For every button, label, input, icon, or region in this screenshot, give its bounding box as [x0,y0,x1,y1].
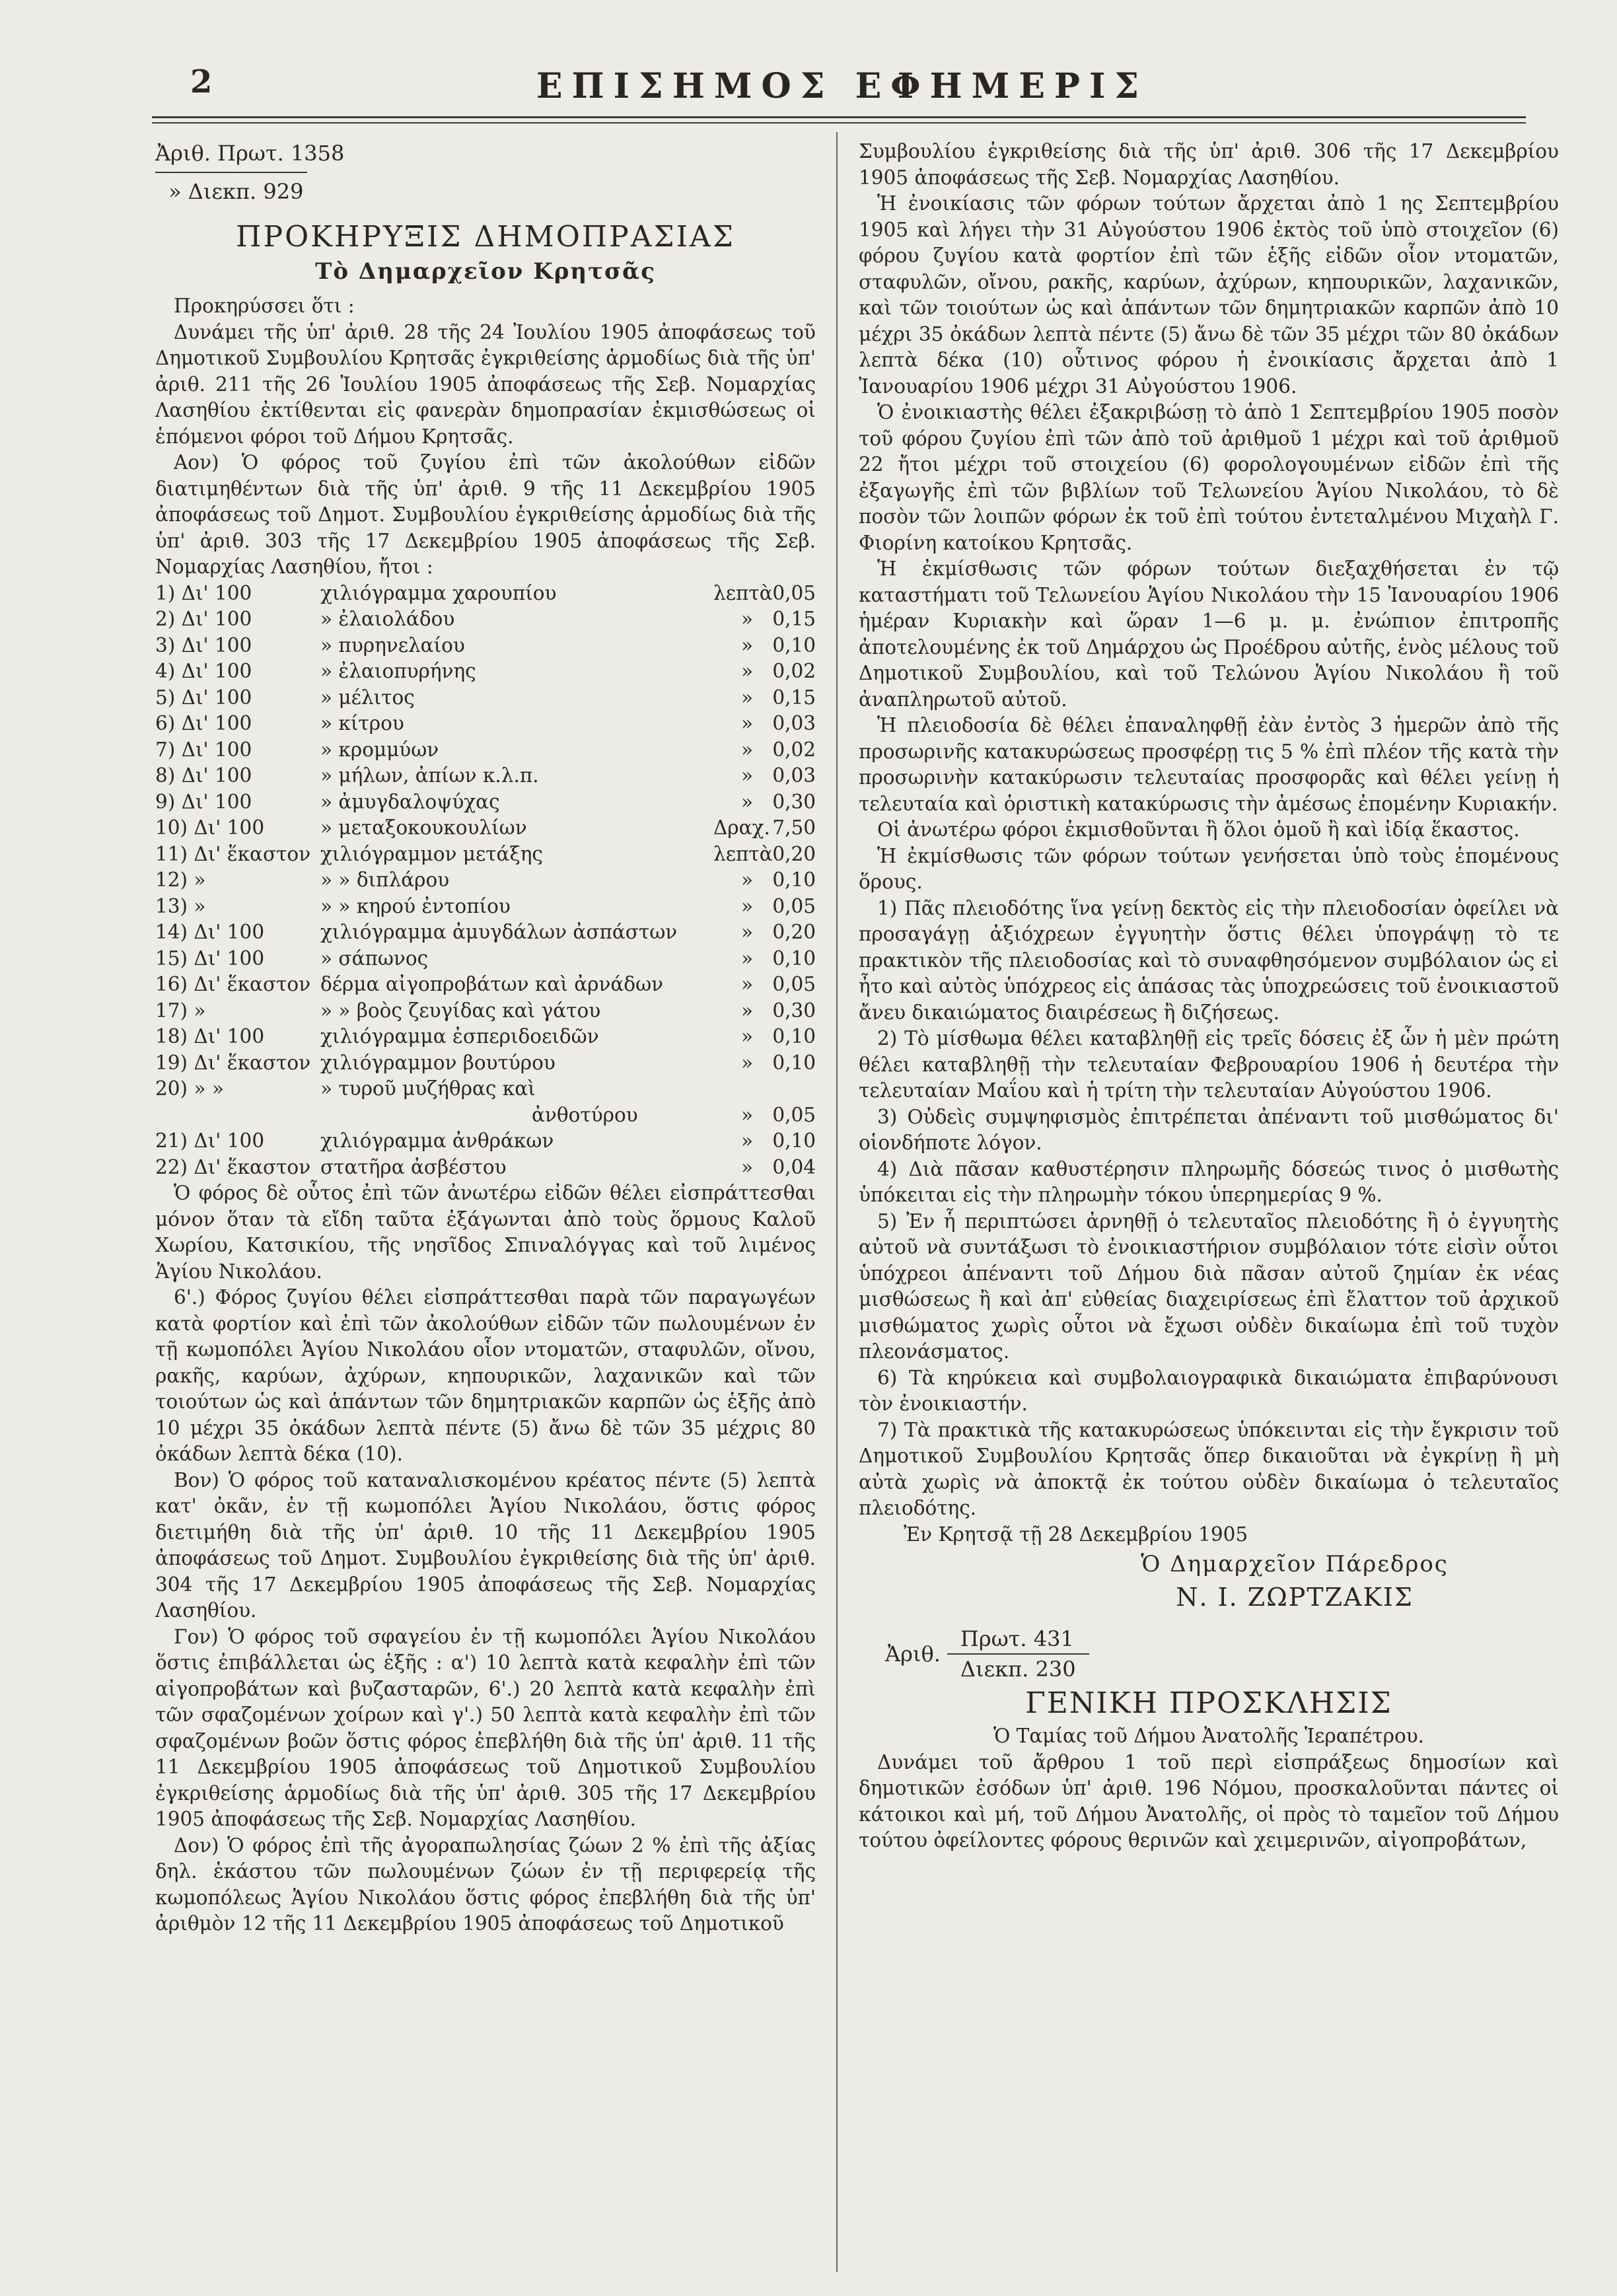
paragraph: Ἡ ἐκμίσθωσις τῶν φόρων τούτων γενήσεται ὑπὸ τοὺς ἑπομένους ὅρους. [859,844,1559,893]
row-item: χιλιόγραμμα ἀμυγδάλων ἀσπάστων [320,921,678,943]
table-row [155,919,816,946]
row-item: δέρμα αἰγοπροβάτων καὶ ἀρνάδων [320,973,664,995]
term-1: 1) Πᾶς πλειοδότης ἵνα γείνῃ δεκτὸς εἰς τὴν πλειοδοσίαν ὀφείλει νὰ προσαγάγῃ ἀξιόχρεων ἐγγυητὴν ὅστις θέλει ὑπογράψῃ τὸ τε πρακτικὸν τῆς πλειοδοσίας καὶ τὸ συναφθησόμενον συμβόλαιον ὡς εἰ ἦτο καὶ αὐτὸς ὑπόχρεος εἰς ἁπάσας τὰς ὑποχρεώσεις τοῦ ἐνοικιαστοῦ ἄνευ δικαιώματος διαιρέσεως ἢ διζήσεως. [859,896,1559,1024]
row-number: 8) Δι' 100 [155,764,252,787]
row-value: 0,30 [772,999,816,1022]
ref-protocol: Ἀριθ. Πρωτ. 1358 [155,141,345,166]
row-item: » ἐλαιολάδου [320,608,455,630]
table-row [155,581,816,607]
notice-title: ΠΡΟΚΗΡΥΞΙΣ ΔΗΜΟΠΡΑΣΙΑΣ [236,220,735,254]
row-number: 22) Δι' ἕκαστον [155,1155,311,1178]
row-unit: » [740,660,753,682]
row-unit: » [740,894,753,917]
row-unit: » [740,633,753,657]
ref-fraction [947,1624,1089,1684]
row-value: 0,04 [772,1155,816,1178]
row-item: χιλιόγραμμα ἐσπεριδοειδῶν [320,1025,599,1048]
row-number: 1) Δι' 100 [155,581,252,604]
row-value: 0,10 [772,869,816,891]
term-4: 4) Διὰ πᾶσαν καθυστέρησιν πληρωμῆς δόσεώς τινος ὁ μισθωτὴς ὑπόκειται εἰς τὴν πληρωμὴν τόκου ὑπερημερίας 9 %. [859,1157,1559,1206]
row-unit: » [740,764,753,787]
table-row [155,633,816,659]
row-item: » » βοὸς ζευγίδας καὶ γάτου [320,999,601,1022]
row-item: ἀνθοτύρου [532,1103,638,1126]
table-row [155,1076,816,1102]
row-value: 0,05 [772,1103,816,1126]
table-row [155,685,816,711]
row-item: » ἐλαιοπυρήνης [320,660,476,682]
table-row [155,606,816,633]
row-number: 14) Δι' 100 [155,921,265,943]
row-unit: » [740,869,753,891]
row-number: 6) Δι' 100 [155,712,252,735]
row-unit: » [740,608,753,630]
row-number: 7) Δι' 100 [155,738,252,761]
row-value: 0,02 [772,738,816,761]
row-value: 0,20 [772,842,816,865]
spacer [859,1614,1559,1624]
table-row [155,1050,816,1077]
row-item: στατῆρα ἀσβέστου [320,1155,507,1178]
row-item: » σάπωνος [320,947,429,970]
row-value: 0,05 [772,894,816,917]
row-unit: » [740,1051,753,1074]
row-unit: λεπτὰ [713,581,773,604]
row-unit: » [740,973,753,995]
row-unit: » [740,1103,753,1126]
paragraph: Συμβουλίου ἐγκριθείσης διὰ τῆς ὑπ' ἀριθ. 306 τῆς 17 Δεκεμβρίου 1905 ἀποφάσεως τῆς Σεβ. Νομαρχίας Λασηθίου. [859,140,1559,189]
table-row [155,815,816,842]
notice-subtitle: Τὸ Δημαρχεῖον Κρητσᾶς [315,258,656,285]
table-row [155,972,816,998]
row-unit: » [740,712,753,735]
ref-block [859,1624,1559,1684]
paragraph: Οἱ ἀνωτέρω φόροι ἐκμισθοῦνται ἢ ὅλοι ὁμοῦ ἢ καὶ ἰδίᾳ ἕκαστος. [877,818,1520,841]
table-row [155,1102,816,1129]
ref-dispatch: Διεκπ. 230 [960,1657,1076,1682]
row-number: 18) Δι' 100 [155,1025,265,1048]
row-number: 16) Δι' ἕκαστον [155,973,311,995]
table-row [155,737,816,764]
row-unit: » [740,999,753,1022]
paragraph: Ἡ ἐνοικίασις τῶν φόρων τούτων ἄρχεται ἀπὸ 1 ης Σεπτεμβρίου 1905 καὶ λήγει τὴν 31 Αὐγούστου 1906 ἐκτὸς τοῦ ὑπὸ στοιχεῖον (6) φόρου ζυγίου κατὰ φορτίον ἐπὶ τῶν ἑξῆς εἰδῶν οἷον ντοματῶν, σταφυλῶν, οἴνου, ρακῆς, καρύων, ἀχύρων, κηπουρικῶν, λαχανικῶν, καὶ τῶν τοιούτων ὡς καὶ ἁπάντων τῶν δημητριακῶν καρπῶν ἀπὸ 10 μέχρι 35 ὀκάδων λεπτὰ πέντε (5) ἄνω δὲ τῶν 35 μέχρι τῶν 80 ὀκάδων λεπτὰ δέκα (10) οὗτινος φόρου ἡ ἐνοικίασις ἄρχεται ἀπὸ 1 Ἰανουαρίου 1906 μέχρι 31 Αὐγούστου 1906. [859,192,1559,398]
right-column [859,139,1559,1854]
row-number: 2) Δι' 100 [155,608,252,630]
tax-table [155,581,816,1181]
notice-title: ΓΕΝΙΚΗ ΠΡΟΣΚΛΗΣΙΣ [1025,1686,1392,1720]
left-column [155,139,816,1937]
term-7: 7) Τὰ πρακτικὰ τῆς κατακυρώσεως ὑπόκεινται εἰς τὴν ἔγκρισιν τοῦ Δημοτικοῦ Συμβουλίου Κρητσᾶς ὅπερ δικαιοῦται νὰ ἐγκρίνῃ ἢ μὴ αὐτὰ χωρὶς νὰ ἀποκτᾷ ἐκ τούτου οὐδὲν δικαίωμα ὁ τελευταῖος πλειοδότης. [859,1418,1559,1519]
row-value: 0,20 [772,921,816,943]
row-unit: » [740,947,753,970]
row-item: χιλιόγραμμα χαρουπίου [320,581,557,604]
notice-intro: Προκηρύσσει ὅτι : [174,295,355,317]
row-value: 0,30 [772,790,816,813]
ref-label: Ἀριθ. [885,1641,941,1667]
row-number: 3) Δι' 100 [155,633,252,657]
row-number: 19) Δι' ἕκαστον [155,1051,311,1074]
paragraph: Γον) Ὁ φόρος τοῦ σφαγείου ἐν τῇ κωμοπόλει Ἁγίου Νικολάου ὅστις ἐπιβάλλεται ὡς ἑξῆς : α') 10 λεπτὰ κατὰ κεφαλὴν ἐπὶ τῶν αἰγοπροβάτων καὶ βυζασταρῶν, 6'.) 20 λεπτὰ κατὰ κεφαλὴν ἐπὶ τῶν σφαζομένων χοίρων καὶ γ'.) 50 λεπτὰ κατὰ κεφαλὴν ἐπὶ τῶν σφαζομένων βοῶν ὅστις φόρος ἐπεβλήθη διὰ τῆς ὑπ' ἀριθ. 11 τῆς 11 Δεκεμβρίου 1905 ἀποφάσεως τοῦ Δημοτικοῦ Συμβουλίου ἐγκριθείσης ἁρμοδίως διὰ τῆς ὑπ' ἀριθ. 305 τῆς 17 Δεκεμβρίου 1905 ἀποφάσεως τῆς Σεβ. Νομαρχίας Λασηθίου. [155,1625,816,1830]
table-row [155,998,816,1024]
page-header [132,52,1552,111]
table-row [155,946,816,972]
row-item: » μεταξοκουκουλίων [320,816,527,839]
paragraph: Ὁ ἐνοικιαστὴς θέλει ἐξακριβώσῃ τὸ ἀπὸ 1 Σεπτεμβρίου 1905 ποσὸν τοῦ φόρου ζυγίου ἐπὶ τῶν ἀπὸ τοῦ ἀριθμοῦ 1 μέχρι καὶ τοῦ ἀριθμοῦ 22 ἤτοι μέχρι τοῦ στοιχείου (6) φορολογουμένων εἰδῶν ἐπὶ τῆς ἐξαγωγῆς ἐπὶ τῶν βιβλίων τοῦ Τελωνείου Ἁγίου Νικολάου, τὸ δὲ ποσὸν τῶν λοιπῶν φόρων ἐκ τοῦ ἐπὶ τούτου ἐντεταλμένου Μιχαὴλ Γ. Φιορίνη κατοίκου Κρητσᾶς. [859,401,1559,554]
term-5: 5) Ἐν ἧ περιπτώσει ἀρνηθῇ ὁ τελευταῖος πλειοδότης ἢ ὁ ἐγγυητὴς αὐτοῦ νὰ συντάξωσι τὸ ἐνοικιαστήριον συμβόλαιον τότε εἰσὶν οὗτοι ὑπόχρεοι ἀπέναντι τοῦ Δήμου διὰ πᾶσαν αὐτοῦ ζημίαν ἐκ νέας μισθώσεως ἢ καὶ ἀπ' εὐθείας διαχειρίσεως ἐπὶ ἔλαττον τοῦ ἀρχικοῦ μισθώματος χωρὶς οὗτοι νὰ ἔχωσι οὐδὲν δικαίωμα ἐπὶ τοῦ τυχὸν πλεονάσματος. [859,1209,1559,1363]
row-number: 10) Δι' 100 [155,816,265,839]
row-value: 0,15 [772,608,816,630]
row-unit: » [740,686,753,709]
paragraph: Δον) Ὁ φόρος ἐπὶ τῆς ἀγοραπωλησίας ζώων 2 % ἐπὶ τῆς ἀξίας δηλ. ἑκάστου τῶν πωλουμένων ζώων ἐν τῇ περιφερείᾳ τῆς κωμοπόλεως Ἁγίου Νικολάου ὅστις φόρος ἐπεβλήθη διὰ τῆς ὑπ' ἀριθμὸν 12 τῆς 11 Δεκεμβρίου 1905 ἀποφάσεως τοῦ Δημοτικοῦ [155,1834,816,1935]
table-row [155,789,816,816]
row-item: χιλιόγραμμα ἀνθράκων [320,1130,554,1152]
row-value: 0,05 [772,581,816,604]
row-value: 0,15 [772,686,816,709]
row-value: 0,05 [772,973,816,995]
row-unit: » [740,738,753,761]
ref-rule [155,172,307,173]
page-number: 2 [190,63,213,100]
row-unit: » [740,1130,753,1152]
row-value: 7,50 [772,816,816,839]
table-row [155,711,816,737]
paragraph: Ἡ πλειοδοσία δὲ θέλει ἐπαναληφθῇ ἐὰν ἐντὸς 3 ἡμερῶν ἀπὸ τῆς προσωρινῆς κατακυρώσεως προσφέρῃ τις 5 % ἐπὶ πλέον τῆς κατὰ τὴν προσωρινὴν κατακύρωσιν τελευταίας προσφορᾶς καὶ θέλει γείνῃ ἡ τελευταία καὶ ὁριστικὴ κατακύρωσις τὴν ἀμέσως ἐπομένην Κυριακήν. [859,714,1559,815]
row-number: 13) » [155,894,206,917]
row-value: 0,02 [772,660,816,682]
table-row [155,1128,816,1155]
row-number: 11) Δι' ἕκαστον [155,842,311,865]
row-number: 17) » [155,999,206,1022]
row-unit: » [740,790,753,813]
paragraph: Ὁ φόρος δὲ οὗτος ἐπὶ τῶν ἀνωτέρω εἰδῶν θέλει εἰσπράττεσθαι μόνον ὅταν τὰ εἴδη ταῦτα ἐξάγωνται ἀπὸ τοὺς ὅρμους Καλοῦ Χωρίου, Κατσικίου, τῆς νησῖδος Σπιναλόγγας καὶ τοῦ λιμένος Ἁγίου Νικολάου. [155,1182,816,1283]
column-divider [836,132,838,2272]
row-unit: » [740,921,753,943]
row-item: » » κηρού ἐντοπίου [320,894,511,917]
term-2: 2) Τὸ μίσθωμα θέλει καταβληθῇ εἰς τρεῖς δόσεις ἐξ ὧν ἡ μὲν πρώτη θέλει καταβληθῇ τὴν τελευταίαν Φεβρουαρίου 1906 ἡ δευτέρα τὴν τελευταίαν Μαΐου καὶ ἡ τρίτη τὴν τελευταίαν Αὐγούστου 1906. [859,1027,1559,1102]
paragraph: Αον) Ὁ φόρος τοῦ ζυγίου ἐπὶ τῶν ἀκολούθων εἰδῶν διατιμηθέντων διὰ τῆς ὑπ' ἀριθ. 9 τῆς 11 Δεκεμβρίου 1905 ἀποφάσεως τοῦ Δημοτ. Συμβουλίου ἐγκριθείσης ἁρμοδίως διὰ τῆς ὑπ' ἀριθ. 303 τῆς 17 Δεκεμβρίου 1905 ἀποφάσεως τῆς Σεβ. Νομαρχίας Λασηθίου, ἤτοι : [155,451,816,578]
table-row [155,1024,816,1050]
row-unit: » [740,1025,753,1048]
row-value: 0,10 [772,1025,816,1048]
date-line: Ἐν Κρητσᾷ τῇ 28 Δεκεμβρίου 1905 [904,1523,1248,1546]
row-value: 0,10 [772,1130,816,1152]
paragraph: Δυνάμει τοῦ ἄρθρου 1 τοῦ περὶ εἰσπράξεως δημοσίων καὶ δημοτικῶν ἐσόδων ὑπ' ἀριθ. 196 Νόμου, προσκαλοῦνται πάντες οἱ κάτοικοι καὶ μή, τοῦ Δήμου Ἀνατολῆς, οἱ πρὸς τὸ ταμεῖον τοῦ Δήμου τούτου ὀφείλοντες φόρους θερινῶν καὶ χειμερινῶν, αἰγοπροβάτων, [859,1750,1559,1851]
row-unit: λεπτὰ [713,842,773,865]
row-number: 15) Δι' 100 [155,947,265,970]
signatory-role: Ὁ Δημαρχεῖον Πάρεδρος [1141,1551,1449,1577]
row-value: 0,10 [772,947,816,970]
row-item: » ἀμυγδαλοψύχας [320,790,500,813]
paragraph: Ὁ Ταμίας τοῦ Δήμου Ἀνατολῆς Ἱεραπέτρου. [993,1725,1425,1747]
paragraph: Ἡ ἐκμίσθωσις τῶν φόρων τούτων διεξαχθήσεται ἐν τῷ καταστήματι τοῦ Τελωνείου Ἁγίου Νικολάου τὴν 15 Ἰανουαρίου 1906 ἡμέραν Κυριακὴν καὶ ὥραν 1—6 μ. μ. ἐνώπιον ἐπιτροπῆς ἀποτελουμένης ἐκ τοῦ Δημάρχου ὡς Προέδρου αὐτῆς, ἑνὸς μέλους τοῦ Δημοτικοῦ Συμβουλίου, καὶ τοῦ Τελώνου Ἁγίου Νικολάου ἢ τοῦ ἀναπληρωτοῦ αὐτοῦ. [859,557,1559,711]
row-number: 21) Δι' 100 [155,1130,265,1152]
table-row [155,763,816,789]
paragraph: 6'.) Φόρος ζυγίου θέλει εἰσπράττεσθαι παρὰ τῶν παραγωγέων κατὰ φορτίον καὶ ἐπὶ τῶν ἀκολούθων εἰδῶν τῶν πωλουμένων ἐν τῇ κωμοπόλει Ἁγίου Νικολάου οἷον ντοματῶν, σταφυλῶν, οἴνου, ρακῆς, καρύων, ἀχύρων, κηπουρικῶν, λαχανικῶν καὶ τῶν τοιούτων ὡς καὶ ἁπάντων τῶν δημητριακῶν καρπῶν ὡς ἑξῆς ἀπὸ 10 μέχρι 35 ὀκάδων λεπτὰ πέντε (5) ἄνω δὲ τῶν 35 μέχρις 80 ὀκάδων λεπτὰ δέκα (10). [155,1286,816,1465]
row-item: » κίτρου [320,712,404,735]
row-item: » τυροῦ μυζήθρας καὶ [320,1077,536,1100]
table-row [155,659,816,685]
header-rule [152,116,1526,124]
row-unit: Δραχ. [713,816,770,839]
signatory-name: Ν. Ι. ΖΩΡΤΖΑΚΙΣ [1176,1583,1414,1612]
ref-dispatch: » Διεκπ. 929 [168,179,304,204]
row-item: » μέλιτος [320,686,415,709]
row-value: 0,03 [772,712,816,735]
row-item: » » διπλάρου [320,869,450,891]
row-unit: » [740,1155,753,1178]
row-item: » πυρηνελαίου [320,633,465,657]
row-value: 0,10 [772,1051,816,1074]
term-3: 3) Οὐδεὶς συμψηφισμὸς ἐπιτρέπεται ἀπέναντι τοῦ μισθώματος δι' οἱονδήποτε λόγον. [859,1105,1559,1154]
row-item: χιλιόγραμμον βουτύρου [320,1051,556,1074]
ref-protocol: Πρωτ. 431 [947,1624,1089,1655]
paragraph: Βον) Ὁ φόρος τοῦ καταναλισκομένου κρέατος πέντε (5) λεπτὰ κατ' ὀκᾶν, ἐν τῇ κωμοπόλει Ἁγίου Νικολάου, ὅστις φόρος διετιμήθη διὰ τῆς ὑπ' ἀριθ. 10 τῆς 11 Δεκεμβρίου 1905 ἀποφάσεως τοῦ Δημοτ. Συμβουλίου ἐγκριθείσης διὰ τῆς ὑπ' ἀριθ. 304 τῆς 17 Δεκεμβρίου 1905 ἀποφάσεως τῆς Σεβ. Νομαρχίας Λασηθίου. [155,1468,816,1622]
row-item: » κρομμύων [320,738,439,761]
table-row [155,894,816,920]
row-item: χιλιόγραμμον μετάξης [320,842,543,865]
table-row [155,1155,816,1181]
row-value: 0,10 [772,633,816,657]
table-row [155,867,816,894]
row-number: 12) » [155,869,206,891]
masthead-title: ΕΠΙΣΗΜΟΣ ΕΦΗΜΕΡΙΣ [536,66,1149,106]
row-number: 9) Δι' 100 [155,790,252,813]
row-number: 4) Δι' 100 [155,660,252,682]
table-row [155,842,816,868]
row-number: 20) » » [155,1077,224,1100]
paragraph: Δυνάμει τῆς ὑπ' ἀριθ. 28 τῆς 24 Ἰουλίου 1905 ἀποφάσεως τοῦ Δημοτικοῦ Συμβουλίου Κρητσᾶς ἐγκριθείσης ἁρμοδίως διὰ τῆς ὑπ' ἀριθ. 211 τῆς 26 Ἰουλίου 1905 ἀποφάσεως τῆς Σεβ. Νομαρχίας Λασηθίου ἐκτίθενται εἰς φανερὰν δημοπρασίαν ἐκμισθώσεως οἱ ἑπόμενοι φόροι τοῦ Δήμου Κρητσᾶς. [155,320,816,448]
row-value: 0,03 [772,764,816,787]
row-item: » μήλων, ἀπίων κ.λ.π. [320,764,539,787]
term-6: 6) Τὰ κηρύκεια καὶ συμβολαιογραφικὰ δικαιώματα ἐπιβαρύνουσι τὸν ἐνοικιαστήν. [859,1366,1559,1415]
row-number: 5) Δι' 100 [155,686,252,709]
